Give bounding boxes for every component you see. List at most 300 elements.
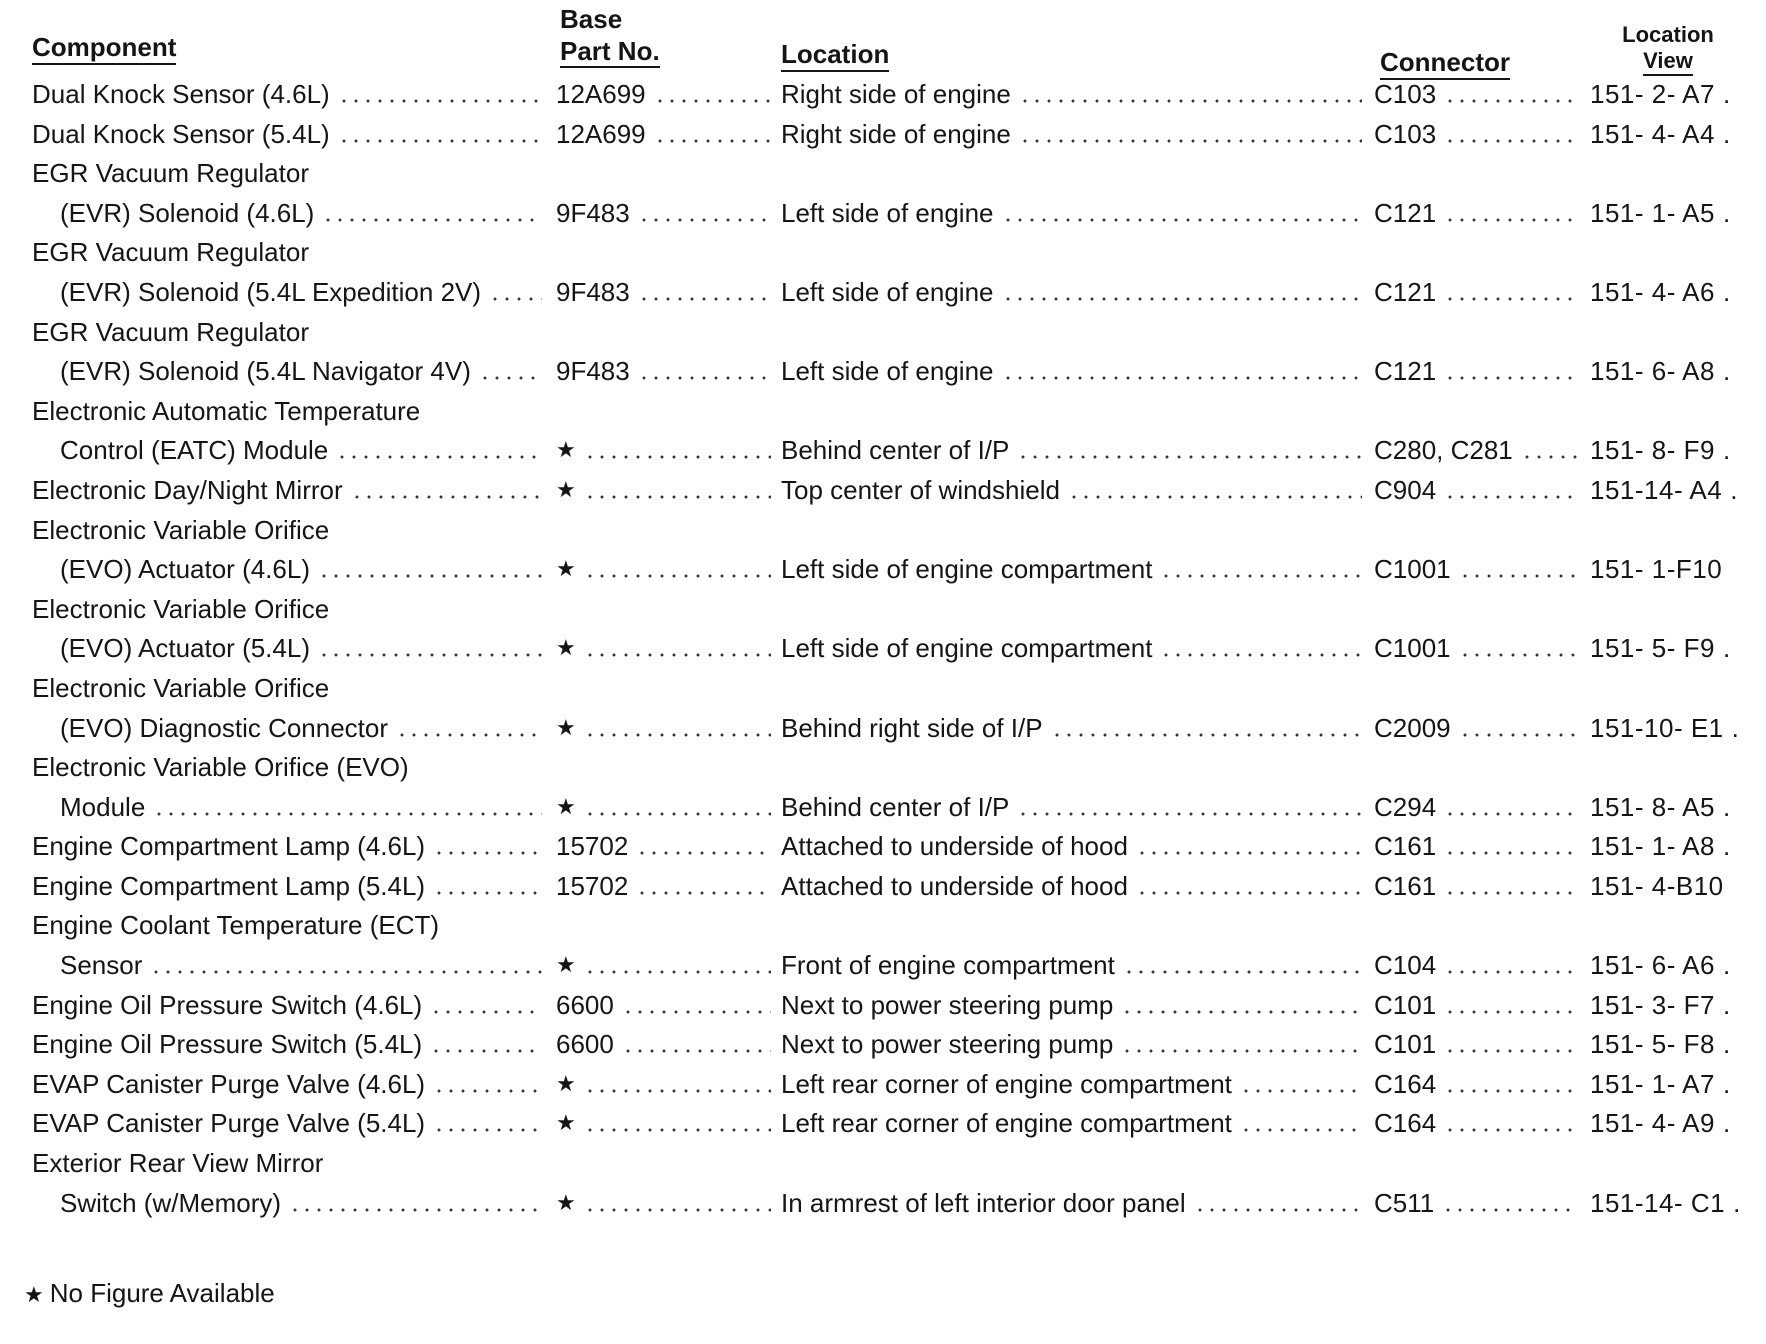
dot-leader bbox=[1521, 455, 1578, 459]
table-row bbox=[0, 549, 1766, 589]
connector-id-cell bbox=[1374, 949, 1584, 981]
dot-leader bbox=[1444, 1089, 1578, 1093]
base-part-number-cell bbox=[556, 1068, 777, 1100]
table-row bbox=[0, 312, 1766, 352]
connector-id: C103 bbox=[1374, 79, 1437, 109]
dot-leader bbox=[433, 1128, 542, 1132]
table-row bbox=[0, 1103, 1766, 1143]
base-part-number: 9F483 bbox=[556, 356, 630, 387]
base-part-number-cell bbox=[556, 118, 777, 150]
location-text: Behind center of I/P bbox=[781, 791, 1010, 822]
location-text: Left side of engine bbox=[781, 356, 994, 387]
table-row bbox=[0, 866, 1766, 906]
base-part-number: 15702 bbox=[556, 870, 629, 901]
location-text: Right side of engine bbox=[781, 118, 1011, 149]
header-component bbox=[32, 33, 176, 61]
connector-id: C101 bbox=[1374, 989, 1437, 1020]
location-text-cell bbox=[781, 197, 1368, 229]
dot-leader bbox=[336, 455, 542, 459]
location-text-cell bbox=[781, 632, 1368, 664]
component-name: EGR Vacuum Regulator bbox=[32, 237, 309, 268]
table-row bbox=[0, 1183, 1766, 1223]
connector-id: C161 bbox=[1374, 831, 1437, 862]
dot-leader bbox=[1444, 970, 1578, 974]
connector-id-cell bbox=[1374, 830, 1584, 862]
component-name-cell bbox=[32, 949, 548, 981]
component-name: Engine Compartment Lamp (4.6L) bbox=[32, 831, 426, 862]
dot-leader bbox=[1459, 574, 1578, 578]
table-body bbox=[0, 74, 1766, 1222]
table-row bbox=[0, 1064, 1766, 1104]
base-part-number: ★ bbox=[556, 556, 576, 582]
location-view: 151- 6- A8 bbox=[1590, 356, 1715, 387]
location-text-cell bbox=[781, 1028, 1368, 1060]
base-part-number-cell bbox=[556, 355, 777, 387]
location-text-cell bbox=[781, 474, 1368, 506]
component-name-cell bbox=[32, 1028, 548, 1060]
component-name-cell bbox=[32, 1187, 548, 1219]
trailing-dot: . bbox=[1722, 276, 1731, 307]
dot-leader bbox=[396, 733, 542, 737]
connector-id-cell bbox=[1374, 78, 1584, 110]
component-name-cell bbox=[32, 1147, 548, 1179]
dot-leader bbox=[1442, 1208, 1578, 1212]
component-name-cell bbox=[32, 474, 548, 506]
component-name-cell bbox=[32, 672, 548, 704]
header-connector-label: Connector bbox=[1380, 47, 1510, 80]
base-part-number: 15702 bbox=[556, 831, 629, 862]
location-text-cell bbox=[781, 78, 1368, 110]
base-part-number: 12A699 bbox=[556, 79, 646, 109]
connector-id-cell bbox=[1374, 355, 1584, 387]
component-name-cell bbox=[32, 712, 548, 744]
location-view-cell bbox=[1590, 870, 1756, 902]
header-base-part-no bbox=[560, 5, 660, 68]
table-row bbox=[0, 153, 1766, 193]
base-part-number-cell bbox=[556, 830, 777, 862]
dot-leader bbox=[638, 297, 771, 301]
component-name-cell bbox=[32, 830, 548, 862]
table-row bbox=[0, 668, 1766, 708]
table-row bbox=[0, 272, 1766, 312]
dot-leader bbox=[489, 297, 542, 301]
trailing-dot: . bbox=[1733, 1187, 1741, 1218]
trailing-dot: . bbox=[1722, 1029, 1731, 1060]
header-component-label: Component bbox=[32, 32, 176, 65]
base-part-number-cell bbox=[556, 553, 777, 585]
location-text: In armrest of left interior door panel bbox=[781, 1187, 1186, 1218]
connector-id: C1001 bbox=[1374, 554, 1451, 585]
component-name-cell bbox=[32, 355, 548, 387]
trailing-dot: . bbox=[1722, 633, 1731, 664]
header-location-label: Location bbox=[781, 39, 889, 72]
footnote bbox=[24, 1278, 275, 1309]
dot-leader bbox=[1160, 653, 1362, 657]
dot-leader bbox=[1444, 297, 1578, 301]
location-text-cell bbox=[781, 355, 1368, 387]
location-view: 151- 1-F10 bbox=[1590, 554, 1723, 585]
location-view: 151- 4- A4 bbox=[1590, 118, 1715, 149]
component-name-cell bbox=[32, 78, 548, 110]
dot-leader bbox=[338, 99, 542, 103]
dot-leader bbox=[584, 970, 771, 974]
dot-leader bbox=[584, 1128, 771, 1132]
dot-leader bbox=[1444, 218, 1578, 222]
base-part-number-cell bbox=[556, 276, 777, 308]
location-text-cell bbox=[781, 1068, 1368, 1100]
dot-leader bbox=[1459, 653, 1578, 657]
component-name: EGR Vacuum Regulator bbox=[32, 158, 309, 189]
location-view: 151- 1- A5 bbox=[1590, 197, 1715, 228]
component-name: Sensor bbox=[60, 950, 143, 981]
connector-id: C121 bbox=[1374, 276, 1437, 307]
dot-leader bbox=[1444, 376, 1578, 380]
dot-leader bbox=[479, 376, 542, 380]
location-text: Right side of engine bbox=[781, 79, 1011, 109]
component-name-cell bbox=[32, 395, 548, 427]
component-name: Control (EATC) Module bbox=[60, 435, 329, 466]
dot-leader bbox=[338, 139, 542, 143]
location-view: 151- 4-B10 bbox=[1590, 870, 1724, 901]
location-text-cell bbox=[781, 434, 1368, 466]
component-name-cell bbox=[32, 989, 548, 1021]
location-view: 151- 1- A7 bbox=[1590, 1068, 1715, 1099]
dot-leader bbox=[150, 970, 542, 974]
location-view-cell bbox=[1590, 276, 1756, 308]
base-part-number: ★ bbox=[556, 793, 576, 819]
dot-leader bbox=[1002, 297, 1363, 301]
dot-leader bbox=[584, 1089, 771, 1093]
connector-id: C101 bbox=[1374, 1029, 1437, 1060]
location-text-cell bbox=[781, 1187, 1368, 1219]
component-name: Exterior Rear View Mirror bbox=[32, 1148, 324, 1179]
table-row bbox=[0, 193, 1766, 233]
dot-leader bbox=[1444, 1010, 1578, 1014]
dot-leader bbox=[584, 733, 771, 737]
table-row bbox=[0, 510, 1766, 550]
dot-leader bbox=[1444, 891, 1578, 895]
table-row bbox=[0, 351, 1766, 391]
trailing-dot: . bbox=[1731, 712, 1739, 743]
location-view-cell bbox=[1590, 434, 1756, 466]
trailing-dot: . bbox=[1722, 791, 1731, 822]
component-name: Electronic Variable Orifice (EVO) bbox=[32, 752, 409, 783]
header-location bbox=[781, 40, 889, 68]
table-row bbox=[0, 470, 1766, 510]
component-name-cell bbox=[32, 236, 548, 268]
table-row bbox=[0, 945, 1766, 985]
connector-id: C161 bbox=[1374, 870, 1437, 901]
dot-leader bbox=[289, 1208, 542, 1212]
table-row bbox=[0, 905, 1766, 945]
base-part-number-cell bbox=[556, 474, 777, 506]
location-text: Next to power steering pump bbox=[781, 1029, 1114, 1060]
base-part-number-cell bbox=[556, 632, 777, 664]
component-name-cell bbox=[32, 593, 548, 625]
location-view-cell bbox=[1590, 1028, 1756, 1060]
component-name-cell bbox=[32, 909, 548, 941]
component-name: Electronic Day/Night Mirror bbox=[32, 474, 343, 505]
component-name-cell bbox=[32, 157, 548, 189]
location-view-cell bbox=[1590, 830, 1756, 862]
location-view-cell bbox=[1590, 791, 1756, 823]
location-text: Behind center of I/P bbox=[781, 435, 1010, 466]
base-part-number-cell bbox=[556, 1107, 777, 1139]
trailing-dot: . bbox=[1722, 1108, 1731, 1139]
location-text-cell bbox=[781, 553, 1368, 585]
dot-leader bbox=[1017, 812, 1362, 816]
dot-leader bbox=[636, 851, 771, 855]
dot-leader bbox=[433, 851, 542, 855]
component-name: (EVO) Actuator (4.6L) bbox=[60, 554, 310, 585]
dot-leader bbox=[318, 653, 542, 657]
base-part-number: ★ bbox=[556, 1189, 576, 1215]
location-text-cell bbox=[781, 712, 1368, 744]
location-text: Left side of engine compartment bbox=[781, 554, 1153, 585]
location-text-cell bbox=[781, 276, 1368, 308]
component-name-cell bbox=[32, 791, 548, 823]
connector-id: C904 bbox=[1374, 474, 1437, 505]
dot-leader bbox=[1051, 733, 1362, 737]
dot-leader bbox=[430, 1010, 542, 1014]
location-text: Attached to underside of hood bbox=[781, 831, 1128, 862]
connector-id: C2009 bbox=[1374, 712, 1451, 743]
dot-leader bbox=[1136, 851, 1362, 855]
base-part-number-cell bbox=[556, 712, 777, 744]
table-row bbox=[0, 628, 1766, 668]
dot-leader bbox=[584, 812, 771, 816]
connector-id: C294 bbox=[1374, 791, 1437, 822]
dot-leader bbox=[584, 495, 771, 499]
component-name: (EVR) Solenoid (5.4L Navigator 4V) bbox=[60, 356, 471, 387]
location-view-cell bbox=[1590, 197, 1756, 229]
component-name: Engine Oil Pressure Switch (4.6L) bbox=[32, 989, 423, 1020]
dot-leader bbox=[1019, 139, 1362, 143]
dot-leader bbox=[636, 891, 771, 895]
dot-leader bbox=[1123, 970, 1362, 974]
location-view: 151- 8- F9 bbox=[1590, 435, 1715, 466]
connector-id-cell bbox=[1374, 1187, 1584, 1219]
component-name: (EVR) Solenoid (5.4L Expedition 2V) bbox=[60, 276, 482, 307]
table-row bbox=[0, 708, 1766, 748]
dot-leader bbox=[1019, 99, 1362, 103]
header-part-line1: Base bbox=[560, 4, 623, 34]
connector-id-cell bbox=[1374, 1107, 1584, 1139]
header-part-line2: Part No. bbox=[560, 36, 660, 66]
component-name: Dual Knock Sensor (5.4L) bbox=[32, 118, 330, 149]
location-view-cell bbox=[1590, 1187, 1756, 1219]
location-text: Front of engine compartment bbox=[781, 950, 1115, 981]
component-name: Engine Compartment Lamp (5.4L) bbox=[32, 870, 426, 901]
location-view-cell bbox=[1590, 989, 1756, 1021]
base-part-number: ★ bbox=[556, 714, 576, 740]
component-name: (EVO) Actuator (5.4L) bbox=[60, 633, 310, 664]
component-name: Engine Oil Pressure Switch (5.4L) bbox=[32, 1029, 423, 1060]
table-row bbox=[0, 1143, 1766, 1183]
base-part-number: ★ bbox=[556, 1070, 576, 1096]
component-name-cell bbox=[32, 434, 548, 466]
dot-leader bbox=[638, 218, 771, 222]
trailing-dot: . bbox=[1722, 1068, 1731, 1099]
connector-id-cell bbox=[1374, 434, 1584, 466]
header-view-line1: Location bbox=[1622, 22, 1714, 47]
dot-leader bbox=[1160, 574, 1362, 578]
connector-id: C104 bbox=[1374, 950, 1437, 981]
location-view: 151- 5- F8 bbox=[1590, 1029, 1715, 1060]
dot-leader bbox=[1136, 891, 1362, 895]
component-name-cell bbox=[32, 1107, 548, 1139]
dot-leader bbox=[1444, 851, 1578, 855]
connector-id-cell bbox=[1374, 553, 1584, 585]
location-view: 151- 4- A6 bbox=[1590, 276, 1715, 307]
trailing-dot: . bbox=[1722, 435, 1731, 466]
location-view: 151- 6- A6 bbox=[1590, 950, 1715, 981]
dot-leader bbox=[318, 574, 542, 578]
dot-leader bbox=[1444, 812, 1578, 816]
location-view: 151-14- C1 bbox=[1590, 1187, 1726, 1218]
dot-leader bbox=[433, 891, 542, 895]
component-name: Electronic Automatic Temperature bbox=[32, 395, 421, 426]
connector-id-cell bbox=[1374, 276, 1584, 308]
location-view-cell bbox=[1590, 355, 1756, 387]
location-view: 151- 1- A8 bbox=[1590, 831, 1715, 862]
location-view: 151- 5- F9 bbox=[1590, 633, 1715, 664]
connector-id-cell bbox=[1374, 1068, 1584, 1100]
component-name-cell bbox=[32, 316, 548, 348]
base-part-number-cell bbox=[556, 1028, 777, 1060]
location-text: Left rear corner of engine compartment bbox=[781, 1108, 1232, 1139]
trailing-dot: . bbox=[1722, 831, 1731, 862]
dot-leader bbox=[1444, 495, 1578, 499]
location-view-cell bbox=[1590, 553, 1756, 585]
connector-id-cell bbox=[1374, 989, 1584, 1021]
component-name: Switch (w/Memory) bbox=[60, 1187, 282, 1218]
table-row bbox=[0, 430, 1766, 470]
location-view: 151-14- A4 bbox=[1590, 474, 1723, 505]
connector-id-cell bbox=[1374, 791, 1584, 823]
base-part-number-cell bbox=[556, 78, 777, 110]
base-part-number-cell bbox=[556, 1187, 777, 1219]
location-text: Left side of engine bbox=[781, 197, 994, 228]
table-row bbox=[0, 985, 1766, 1025]
header-connector bbox=[1380, 48, 1510, 76]
trailing-dot: . bbox=[1722, 989, 1731, 1020]
footnote-text: No Figure Available bbox=[49, 1278, 275, 1308]
connector-id: C511 bbox=[1374, 1187, 1435, 1218]
dot-leader bbox=[351, 495, 542, 499]
dot-leader bbox=[654, 99, 771, 103]
location-view: 151- 4- A9 bbox=[1590, 1108, 1715, 1139]
connector-id-cell bbox=[1374, 712, 1584, 744]
component-name: Electronic Variable Orifice bbox=[32, 514, 330, 545]
location-view: 151-10- E1 bbox=[1590, 712, 1724, 743]
connector-id: C164 bbox=[1374, 1108, 1437, 1139]
component-name-cell bbox=[32, 870, 548, 902]
base-part-number: 6600 bbox=[556, 989, 614, 1020]
table-row bbox=[0, 826, 1766, 866]
dot-leader bbox=[1444, 99, 1578, 103]
component-name: EVAP Canister Purge Valve (5.4L) bbox=[32, 1108, 426, 1139]
connector-id: C121 bbox=[1374, 197, 1437, 228]
table-row bbox=[0, 391, 1766, 431]
location-text: Behind right side of I/P bbox=[781, 712, 1043, 743]
component-name-cell bbox=[32, 1068, 548, 1100]
location-view-cell bbox=[1590, 632, 1756, 664]
dot-leader bbox=[1240, 1128, 1362, 1132]
dot-leader bbox=[1444, 139, 1578, 143]
connector-id: C1001 bbox=[1374, 633, 1451, 664]
dot-leader bbox=[1068, 495, 1362, 499]
connector-id: C280, C281 bbox=[1374, 435, 1513, 466]
location-text-cell bbox=[781, 1107, 1368, 1139]
dot-leader bbox=[433, 1089, 542, 1093]
component-name: Module bbox=[60, 791, 146, 822]
location-view-cell bbox=[1590, 949, 1756, 981]
dot-leader bbox=[584, 653, 771, 657]
base-part-number: 6600 bbox=[556, 1029, 614, 1060]
base-part-number: 12A699 bbox=[556, 118, 646, 149]
location-view: 151- 3- F7 bbox=[1590, 989, 1715, 1020]
base-part-number-cell bbox=[556, 434, 777, 466]
trailing-dot: . bbox=[1722, 197, 1731, 228]
location-text-cell bbox=[781, 118, 1368, 150]
location-text: Next to power steering pump bbox=[781, 989, 1114, 1020]
trailing-dot: . bbox=[1722, 79, 1731, 109]
location-text: Top center of windshield bbox=[781, 474, 1060, 505]
base-part-number-cell bbox=[556, 791, 777, 823]
base-part-number-cell bbox=[556, 949, 777, 981]
base-part-number: 9F483 bbox=[556, 197, 630, 228]
base-part-number: ★ bbox=[556, 1110, 576, 1136]
location-text: Left side of engine compartment bbox=[781, 633, 1153, 664]
component-name: EGR Vacuum Regulator bbox=[32, 316, 309, 347]
component-name: Engine Coolant Temperature (ECT) bbox=[32, 910, 440, 941]
component-name-cell bbox=[32, 751, 548, 783]
connector-id-cell bbox=[1374, 118, 1584, 150]
dot-leader bbox=[1002, 218, 1363, 222]
trailing-dot: . bbox=[1722, 356, 1731, 387]
component-name-cell bbox=[32, 553, 548, 585]
dot-leader bbox=[584, 1208, 771, 1212]
dot-leader bbox=[584, 455, 771, 459]
dot-leader bbox=[322, 218, 542, 222]
connector-id: C121 bbox=[1374, 356, 1437, 387]
component-name: Electronic Variable Orifice bbox=[32, 593, 330, 624]
location-text-cell bbox=[781, 870, 1368, 902]
table-row bbox=[0, 114, 1766, 154]
table-row bbox=[0, 787, 1766, 827]
location-text: Left side of engine bbox=[781, 276, 994, 307]
component-name-cell bbox=[32, 197, 548, 229]
location-text-cell bbox=[781, 949, 1368, 981]
base-part-number-cell bbox=[556, 989, 777, 1021]
table-row bbox=[0, 74, 1766, 114]
table-row bbox=[0, 232, 1766, 272]
base-part-number: ★ bbox=[556, 635, 576, 661]
table-row bbox=[0, 589, 1766, 629]
base-part-number: ★ bbox=[556, 437, 576, 463]
location-view-cell bbox=[1590, 118, 1756, 150]
dot-leader bbox=[1194, 1208, 1362, 1212]
dot-leader bbox=[1121, 1049, 1362, 1053]
trailing-dot: . bbox=[1730, 474, 1738, 505]
location-text: Attached to underside of hood bbox=[781, 870, 1128, 901]
location-view-cell bbox=[1590, 712, 1756, 744]
location-view-cell bbox=[1590, 474, 1756, 506]
connector-id-cell bbox=[1374, 474, 1584, 506]
base-part-number: ★ bbox=[556, 952, 576, 978]
dot-leader bbox=[153, 812, 542, 816]
